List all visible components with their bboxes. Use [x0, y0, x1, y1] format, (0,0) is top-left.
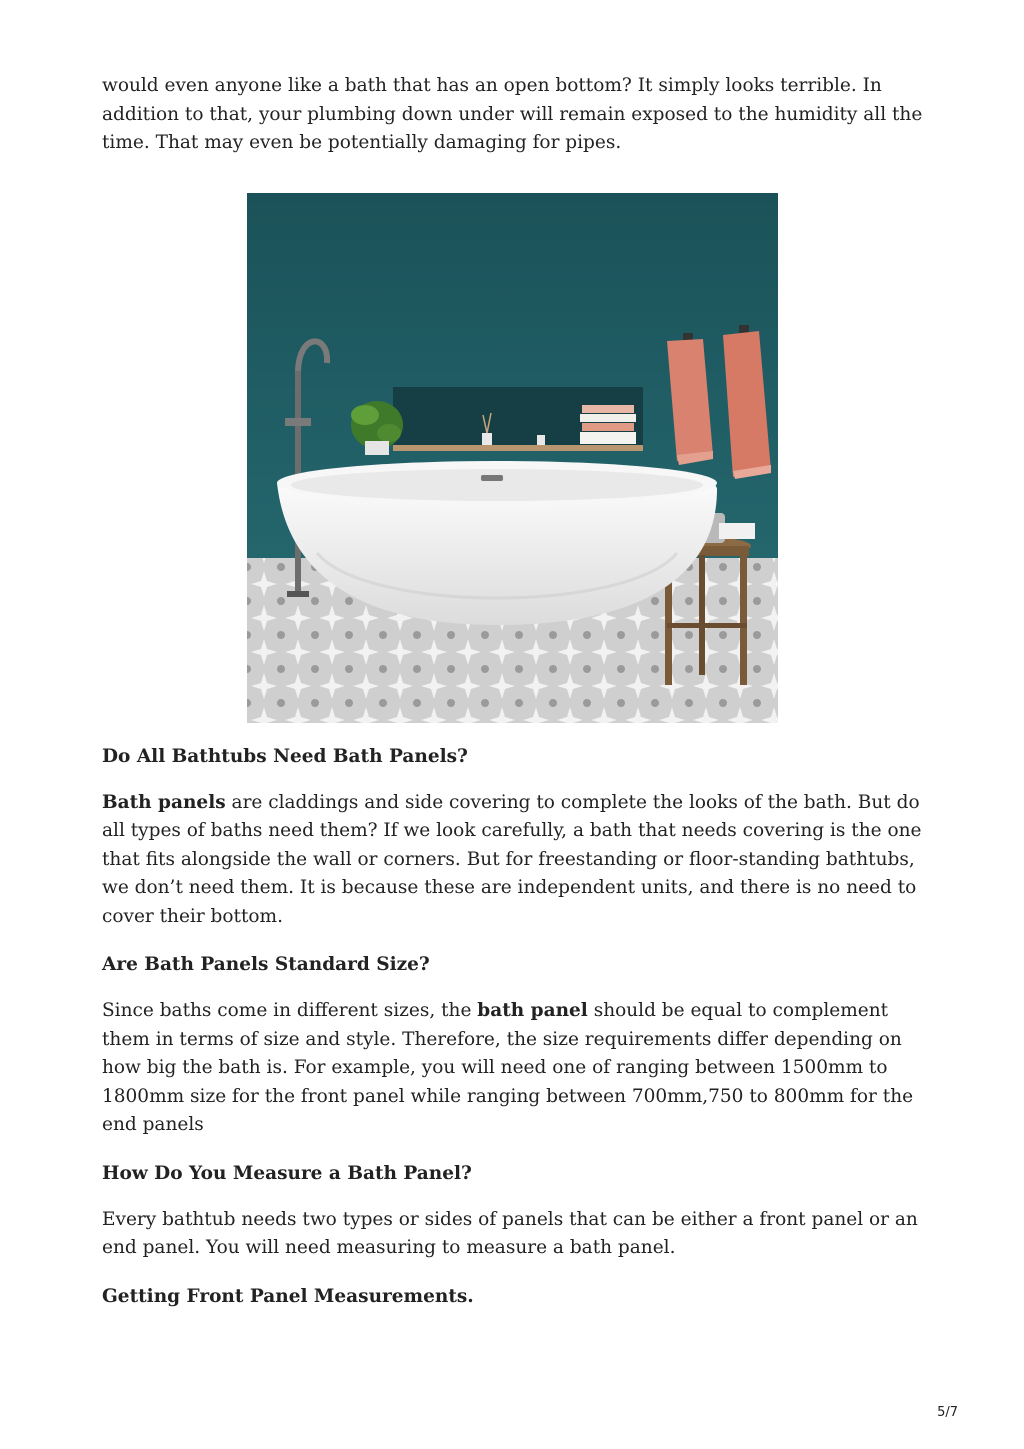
- paragraph-standard-size: [102, 997, 924, 1140]
- page-number: 5/7: [937, 1405, 958, 1420]
- bold-bath-panel: bath panel: [477, 1000, 588, 1021]
- heading-do-all-bathtubs-need-panels: Do All Bathtubs Need Bath Panels?: [102, 745, 468, 767]
- paragraph-text-after: should be equal to complement them in terms of size and style. Therefore, the size requirements differ depending on how big the bath is. For example, you will need one of ranging between 1500mm to 1800mm size for the front panel while ranging between 700mm,750 to 800mm for the end panels: [102, 1000, 914, 1135]
- freestanding-bathtub-photo: [247, 193, 778, 723]
- heading-standard-size: Are Bath Panels Standard Size?: [102, 954, 430, 975]
- paragraph-bath-panels-definition: [102, 789, 924, 932]
- document-page: [102, 72, 924, 1311]
- paragraph-text: are claddings and side covering to complete the looks of the bath. But do all types of baths need them? If we look carefully, a bath that needs covering is the one that fits alongside the wall or corners. But for freestanding or floor-standing bathtubs, we don’t need them. It is because these are independent units, and there is no need to cover their bottom.: [102, 791, 922, 927]
- heading-how-to-measure: How Do You Measure a Bath Panel?: [102, 1162, 472, 1184]
- bold-bath-panels: Bath panels: [102, 791, 226, 813]
- intro-paragraph: would even anyone like a bath that has an open bottom? It simply looks terrible. In addition to that, your plumbing down under will remain exposed to the humidity all the time. That may even be potentially damaging for pipes.: [102, 75, 923, 153]
- paragraph-text-before: Since baths come in different sizes, the: [102, 1000, 478, 1021]
- paragraph-how-to-measure: Every bathtub needs two types or sides of panels that can be either a front panel or an end panel. You will need measuring to measure a bath panel.: [102, 1208, 918, 1258]
- heading-front-panel-measurements: Getting Front Panel Measurements.: [102, 1285, 474, 1307]
